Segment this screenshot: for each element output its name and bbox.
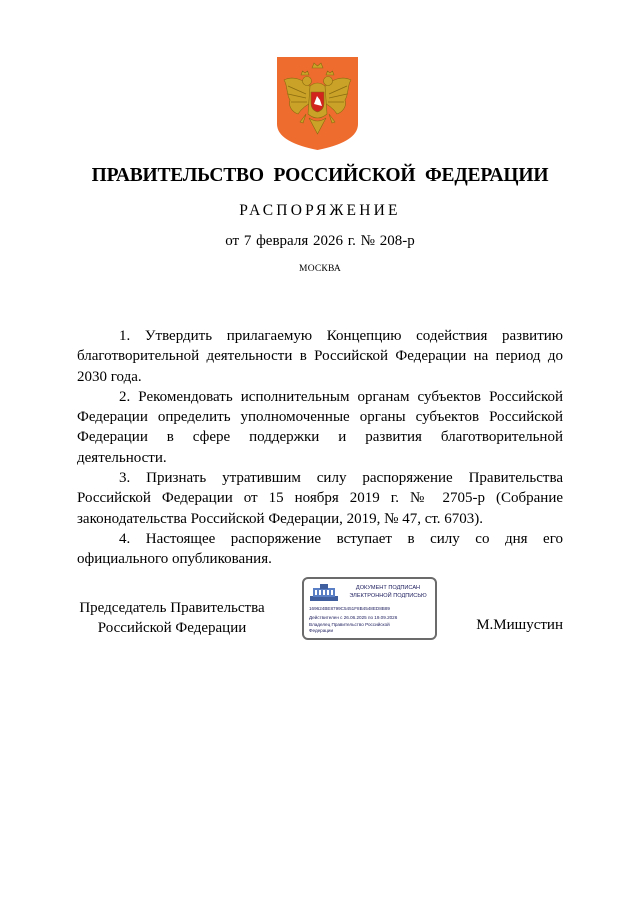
stamp-heading-line2: ЭЛЕКТРОННОЙ ПОДПИСЬЮ (349, 592, 427, 599)
document-city: МОСКВА (299, 264, 341, 274)
document-type: РАСПОРЯЖЕНИЕ (239, 202, 401, 219)
stamp-heading (342, 585, 434, 600)
stamp-owner-line2: Федерации (309, 628, 334, 633)
stamp-owner-line1: Владелец Правительство Российской (309, 622, 390, 627)
stamp-certificate: 169624BE8799C5451F8B4548ED8B89 (309, 606, 390, 611)
signatory-position-line1: Председатель Правительства (79, 600, 265, 616)
signatory-name: М.Мишустин (476, 617, 563, 633)
paragraph-2: 2. Рекомендовать исполнительным органам субъектов Российской Федерации определить уполномоченные органы субъектов Российской Федерации в сфере поддержки и развития благотворительной деятельности. (77, 388, 563, 466)
stamp-validity: Действителен с 26.06.2025 по 19.09.2026 (309, 615, 398, 620)
paragraph-1: 1. Утвердить прилагаемую Концепцию содействия развитию благотворительной деятельности в Российской Федерации на период до 2030 года. (77, 328, 563, 385)
stamp-heading-line1: ДОКУМЕНТ ПОДПИСАН (355, 585, 421, 591)
government-title: ПРАВИТЕЛЬСТВО РОССИЙСКОЙ ФЕДЕРАЦИИ (91, 165, 549, 186)
paragraph-3: 3. Признать утратившим силу распоряжение Правительства Российской Федерации от 15 ноября 2019 г. № 2705-р (Собрание законодательства Российской Федерации, 2019, № 47, ст. 6703). (77, 470, 563, 527)
signatory-position (77, 599, 267, 638)
coat-of-arms-icon (276, 56, 359, 151)
electronic-signature-stamp (302, 577, 437, 640)
paragraph-4: 4. Настоящее распоряжение вступает в силу со дня его официального опубликования. (77, 530, 563, 568)
document-body (77, 326, 563, 570)
government-building-icon (309, 583, 339, 603)
document-date-number: от 7 февраля 2026 г. № 208-р (225, 233, 415, 249)
signatory-position-line2: Российской Федерации (97, 619, 247, 636)
